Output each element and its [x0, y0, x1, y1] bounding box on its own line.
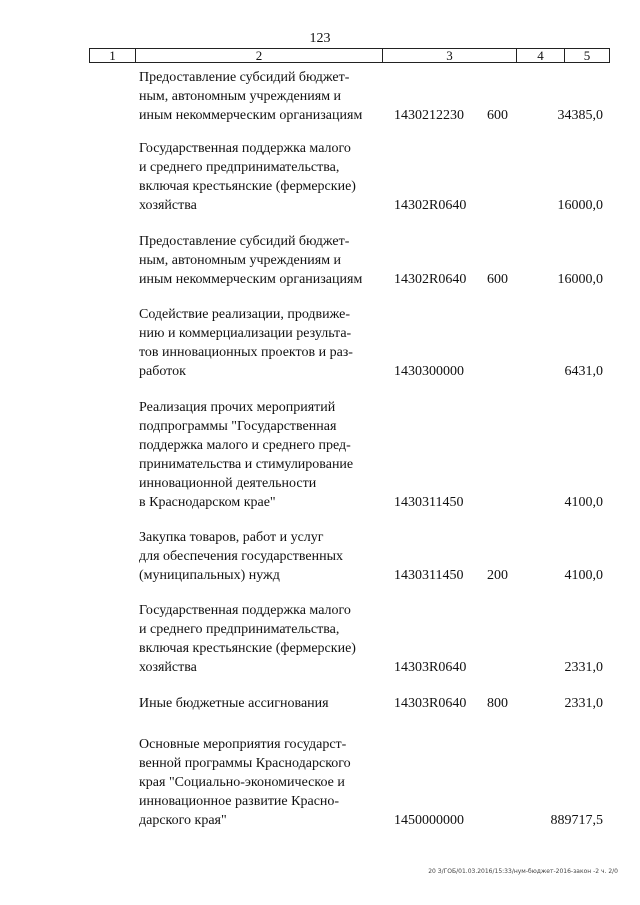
header-col-1: 1 [109, 48, 116, 63]
row-type: 600 [487, 108, 508, 123]
row-code: 1430311450 [394, 568, 464, 583]
row-code: 14303R0640 [394, 660, 467, 675]
document-footer: 20 З/ГОБ/01.03.2016/15:33/нум-бюджет-2016-закон -2 ч. 2/0 [428, 868, 618, 875]
row-name: Государственная поддержка малого и среднего предпринимательства, включая крестьянские (фермерские) хозяйства [139, 141, 356, 213]
row-name: Иные бюджетные ассигнования [139, 696, 329, 711]
row-type: 200 [487, 568, 508, 583]
row-amount: 16000,0 [557, 198, 603, 213]
row-amount: 34385,0 [557, 108, 603, 123]
row-code: 14303R0640 [394, 696, 467, 711]
row-name: Основные мероприятия государст- венной программы Краснодарского края "Социально-экономическое и инновационное развитие Красно- дарского края" [139, 737, 351, 828]
header-col-3: 3 [382, 49, 516, 62]
row-type: 600 [487, 272, 508, 287]
row-amount: 2331,0 [564, 696, 603, 711]
table-header [89, 48, 610, 63]
row-amount: 6431,0 [564, 364, 603, 379]
header-col-5: 5 [564, 49, 609, 62]
row-amount: 4100,0 [564, 568, 603, 583]
row-amount: 889717,5 [550, 813, 603, 828]
row-name: Предоставление субсидий бюджет- ным, автономным учреждениям и иным некоммерческим организациям [139, 70, 363, 123]
page-number: 123 [309, 31, 331, 46]
row-name: Реализация прочих мероприятий подпрограммы "Государственная поддержка малого и среднего пред- принимательства и стимулирование инновационной деятельности в Краснодарском крае" [139, 400, 354, 510]
header-col-2: 2 [135, 49, 382, 62]
row-code: 14302R0640 [394, 198, 467, 213]
row-code: 1430212230 [394, 108, 464, 123]
row-name: Предоставление субсидий бюджет- ным, автономным учреждениям и иным некоммерческим организациям [139, 234, 363, 287]
row-code: 14302R0640 [394, 272, 467, 287]
row-type: 800 [487, 696, 508, 711]
row-name: Государственная поддержка малого и среднего предпринимательства, включая крестьянские (фермерские) хозяйства [139, 603, 356, 675]
row-amount: 4100,0 [564, 495, 603, 510]
row-amount: 16000,0 [557, 272, 603, 287]
row-name: Содействие реализации, продвиже- нию и коммерциализации результа- тов инновационных проектов и раз- работок [139, 307, 353, 379]
row-name: Закупка товаров, работ и услуг для обеспечения государственных (муниципальных) нужд [139, 530, 343, 583]
header-col-4: 4 [516, 49, 564, 62]
row-code: 1430311450 [394, 495, 464, 510]
row-amount: 2331,0 [564, 660, 603, 675]
row-code: 1430300000 [394, 364, 464, 379]
row-code: 1450000000 [394, 813, 464, 828]
